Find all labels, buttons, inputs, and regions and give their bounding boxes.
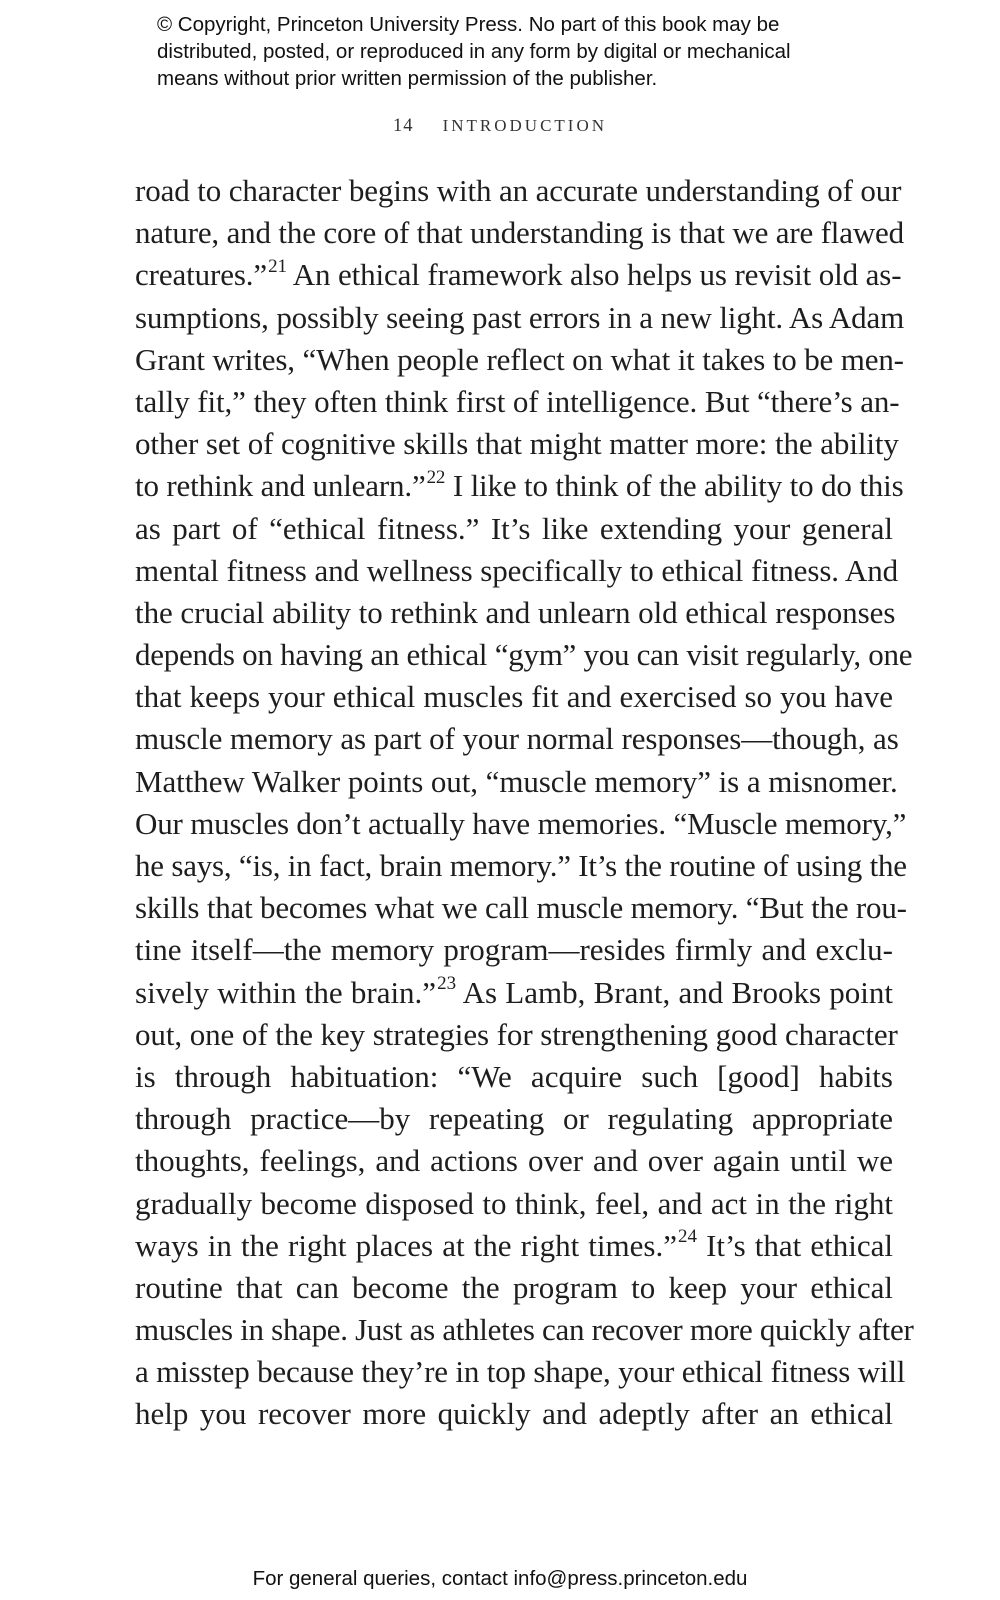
- body-line-text: help you recover more quickly and adeptly after an ethical: [135, 1396, 893, 1432]
- body-line: [135, 1309, 914, 1351]
- body-line: [135, 381, 900, 423]
- body-line-text: the crucial ability to rethink and unlearn old ethical responses: [135, 594, 896, 630]
- body-line-text: ways in the right places at the right times.”: [135, 1227, 677, 1263]
- body-line-text: depends on having an ethical “gym” you can visit regularly, one: [135, 637, 913, 673]
- body-line-text: that keeps your ethical muscles fit and exercised so you have: [135, 679, 893, 715]
- body-line: [135, 929, 893, 971]
- body-line-text: as part of “ethical fitness.” It’s like extending your general: [135, 510, 893, 546]
- body-line-text: creatures.”: [135, 257, 268, 293]
- body-line: [135, 761, 898, 803]
- body-line-text: out, one of the key strategies for strengthening good character: [135, 1016, 898, 1052]
- body-line-text: he says, “is, in fact, brain memory.” It’s the routine of using the: [135, 848, 907, 883]
- body-line-text: muscles in shape. Just as athletes can recover more quickly after: [135, 1312, 914, 1348]
- body-line-text: other set of cognitive skills that might matter more: the ability: [135, 426, 899, 462]
- chapter-title: INTRODUCTION: [442, 116, 608, 135]
- body-line: [135, 508, 893, 550]
- body-line: [135, 170, 902, 212]
- body-line-text: to rethink and unlearn.”: [135, 468, 426, 504]
- body-line-text: mental fitness and wellness specifically to ethical fitness. And: [135, 552, 899, 588]
- body-line-text: is through habituation: “We acquire such [good] habits: [135, 1058, 893, 1094]
- body-line: [135, 1098, 893, 1140]
- footnote-marker[interactable]: 22: [426, 466, 446, 488]
- body-line: [135, 339, 904, 381]
- body-line: [135, 887, 907, 929]
- body-line-text: skills that becomes what we call muscle memory. “But the rou-: [135, 890, 907, 926]
- body-line-text: An ethical framework also helps us revisit old as-: [286, 257, 902, 293]
- body-line: [135, 297, 905, 339]
- body-line-text: As Lamb, Brant, and Brooks point: [456, 974, 893, 1010]
- body-line: [135, 1183, 893, 1225]
- body-line: [135, 676, 893, 718]
- body-line: [135, 845, 907, 887]
- body-line-text: Grant writes, “When people reflect on what it takes to be men-: [135, 341, 904, 377]
- body-line: [135, 212, 904, 254]
- body-line-text: a misstep because they’re in top shape, your ethical fitness will: [135, 1354, 906, 1390]
- body-line-text: Matthew Walker points out, “muscle memory” is a misnomer.: [135, 763, 898, 799]
- body-line: [135, 1056, 893, 1098]
- body-line: [135, 254, 902, 296]
- body-line: [135, 550, 899, 592]
- body-line: [135, 592, 896, 634]
- body-line: [135, 1225, 893, 1267]
- copyright-line: means without prior written permission of the publisher.: [157, 67, 658, 90]
- footnote-marker[interactable]: 21: [268, 255, 287, 277]
- body-line: [135, 423, 899, 465]
- body-line-text: road to character begins with an accurate understanding of our: [135, 173, 902, 208]
- footnote-marker[interactable]: 23: [437, 972, 457, 994]
- body-line: [135, 1267, 893, 1309]
- body-line-text: Our muscles don’t actually have memories. “Muscle memory,”: [135, 805, 907, 841]
- body-line-text: nature, and the core of that understanding is that we are flawed: [135, 215, 904, 251]
- body-line: [135, 1140, 893, 1182]
- body-text: [135, 170, 914, 1436]
- body-line-text: gradually become disposed to think, feel, and act in the right: [135, 1185, 893, 1221]
- body-line: [135, 972, 893, 1014]
- body-line-text: thoughts, feelings, and actions over and over again until we: [135, 1143, 893, 1179]
- copyright-line: © Copyright, Princeton University Press. No part of this book may be: [157, 13, 780, 36]
- body-line: [135, 1393, 893, 1435]
- body-line: [135, 465, 904, 507]
- body-line-text: sumptions, possibly seeing past errors in a new light. As Adam: [135, 299, 905, 335]
- footnote-marker[interactable]: 24: [677, 1226, 697, 1248]
- body-line-text: It’s that ethical: [696, 1227, 894, 1263]
- copyright-line: distributed, posted, or reproduced in any form by digital or mechanical: [157, 40, 791, 63]
- body-line: [135, 1014, 898, 1056]
- body-line-text: tine itself—the memory program—resides firmly and exclu-: [135, 932, 893, 968]
- footer-contact: For general queries, contact info@press.princeton.edu: [252, 1567, 748, 1590]
- body-line-text: I like to think of the ability to do this: [445, 468, 904, 504]
- running-head: [0, 116, 1000, 137]
- body-line: [135, 803, 907, 845]
- body-line-text: tally fit,” they often think first of intelligence. But “there’s an-: [135, 383, 900, 419]
- body-line-text: routine that can become the program to keep your ethical: [135, 1269, 893, 1305]
- copyright-notice: [157, 11, 917, 92]
- body-line: [135, 1351, 906, 1393]
- body-line-text: through practice—by repeating or regulating appropriate: [135, 1101, 893, 1137]
- body-line-text: muscle memory as part of your normal responses—though, as: [135, 721, 899, 757]
- page-number: 14: [392, 116, 414, 136]
- body-line: [135, 634, 913, 676]
- body-line: [135, 718, 899, 760]
- body-line-text: sively within the brain.”: [135, 974, 437, 1010]
